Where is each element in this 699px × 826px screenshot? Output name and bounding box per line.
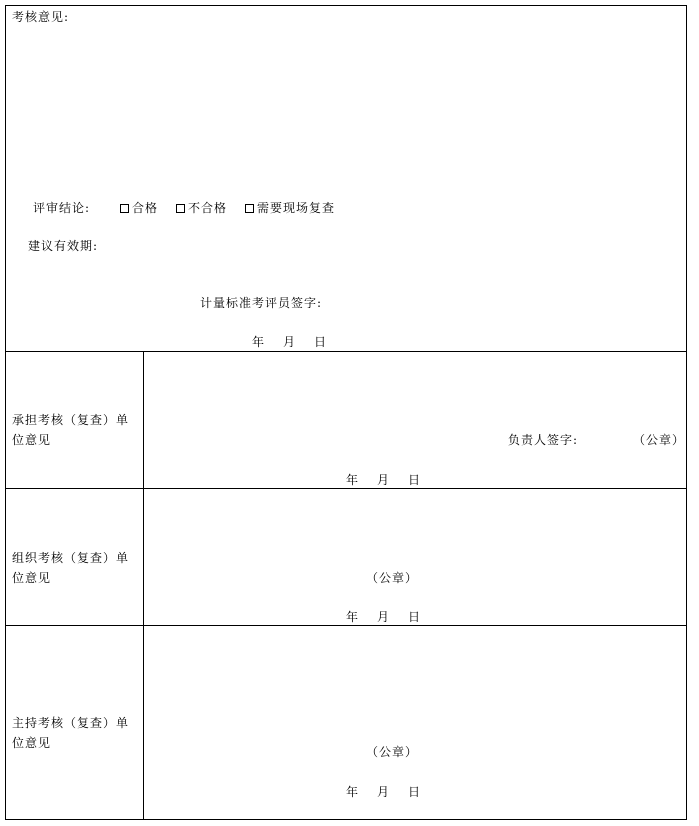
conclusion-options: [120, 201, 353, 215]
divider: [6, 488, 686, 489]
column-divider: [143, 351, 144, 820]
row-date: 年 月 日: [346, 785, 422, 799]
checkbox-icon[interactable]: [176, 204, 185, 213]
option-unqualified[interactable]: 不合格: [176, 201, 227, 215]
checkbox-icon[interactable]: [245, 204, 254, 213]
row-date: 年 月 日: [346, 610, 422, 624]
option-qualified[interactable]: 合格: [120, 201, 158, 215]
checkbox-icon[interactable]: [120, 204, 129, 213]
row-label-undertaking-unit: 承担考核（复查）单位意见: [12, 413, 130, 447]
seal-label: （公章）: [633, 433, 686, 447]
divider: [6, 625, 686, 626]
divider: [6, 351, 686, 352]
signer-label: 负责人签字:: [508, 433, 579, 447]
seal-label: （公章）: [366, 745, 419, 759]
option-onsite-recheck[interactable]: 需要现场复查: [245, 201, 335, 215]
signature-label: 计量标准考评员签字:: [200, 296, 323, 310]
row-date: 年 月 日: [346, 473, 422, 487]
validity-label: 建议有效期:: [28, 239, 99, 253]
seal-label: （公章）: [366, 571, 419, 585]
row-label-presiding-unit: 主持考核（复查）单位意见: [12, 716, 130, 750]
review-form: [5, 5, 687, 820]
review-date: 年 月 日: [252, 335, 328, 349]
conclusion-label: 评审结论:: [33, 201, 91, 215]
row-label-organizing-unit: 组织考核（复查）单位意见: [12, 551, 130, 585]
opinion-label: 考核意见:: [12, 10, 70, 24]
